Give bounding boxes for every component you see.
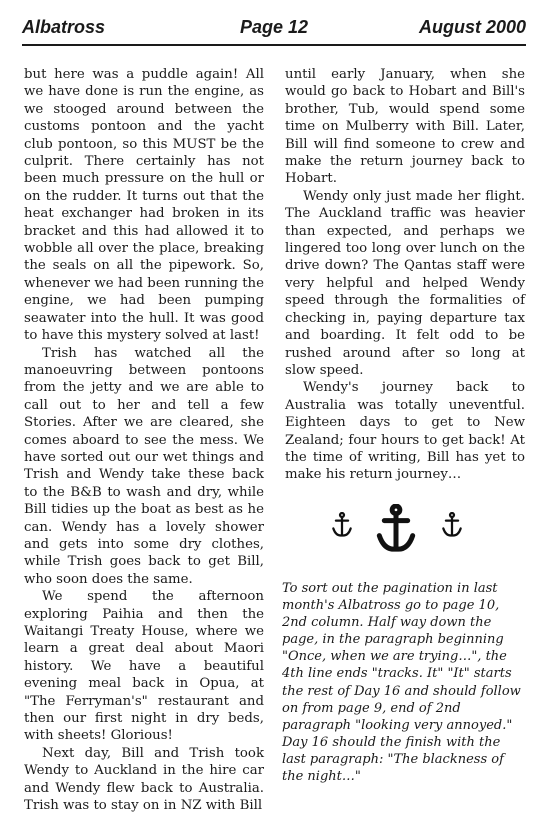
paragraph: Wendy only just made her flight. The Auckland traffic was heavier than expected, and perhaps we lingered too long over lunch on the drive down? The Qantas staff were very helpful and helped Wendy speed through the formalities of checking in, paying departure tax and boarding. It felt odd to be rushed around after so long at slow speed. bbox=[285, 188, 525, 378]
pagination-note: To sort out the pagination in last month's Albatross go to page 10, 2nd column. Half way down the page, in the paragraph beginning "Once, when we are trying…", the 4th line ends "tracks. It" "It" starts the rest of Day 16 and should follow on from page 9, end of 2nd paragraph "looking very annoyed." Day 16 should the finish with the last paragraph: "The blackness of the night…" bbox=[282, 581, 521, 785]
anchor-icon bbox=[330, 512, 354, 538]
header-rule bbox=[22, 44, 526, 46]
paragraph: until early January, when she would go back to Hobart and Bill's brother, Tub, would spend some time on Mulberry with Bill. Later, Bill will find someone to crew and make the return journey back to Hobart. bbox=[285, 67, 525, 187]
paragraph: Wendy's journey back to Australia was totally uneventful. Eighteen days to get to New Zealand; four hours to get back! At the time of writing, Bill has yet to make his return journey… bbox=[285, 380, 525, 483]
paragraph: but here was a puddle again! All we have done is run the engine, as we stooged around between the customs pontoon and the yacht club pontoon, so this MUST be the culprit. There certainly has not been much pressure on the hull or on the rudder. It turns out that the heat exchanger had broken in its bracket and this had allowed it to wobble all over the place, breaking the seals on all the pipework. So, whenever we had been running the engine, we had been pumping seawater into the hull. It was good to have this mystery solved at last! bbox=[24, 67, 264, 344]
anchor-icon bbox=[374, 504, 418, 554]
right-column bbox=[285, 66, 525, 484]
page-number: Page 12 bbox=[239, 17, 309, 37]
left-column bbox=[24, 66, 264, 814]
anchor-ornament bbox=[330, 504, 470, 554]
page-header bbox=[22, 14, 526, 40]
publication-title: Albatross bbox=[22, 17, 106, 37]
paragraph: Trish has watched all the manoeuvring between pontoons from the jetty and we are able to call out to her and tell a few Stories. After we are cleared, she comes aboard to see the mess. We have sorted out our wet things and Trish and Wendy take these back to the B&B to wash and dry, while Bill tidies up the boat as best as he can. Wendy has a lovely shower and gets into some dry clothes, while Trish goes back to get Bill, who soon does the same. bbox=[24, 345, 264, 587]
anchor-icon bbox=[440, 512, 464, 538]
issue-date: August 2000 bbox=[418, 17, 526, 37]
paragraph: Next day, Bill and Trish took Wendy to Auckland in the hire car and Wendy flew back to Australia. Trish was to stay on in NZ with Bill bbox=[24, 745, 264, 814]
paragraph: We spend the afternoon exploring Paihia and then the Waitangi Treaty House, where we learn a great deal about Maori history. We have a beautiful evening meal back in Opua, at "The Ferryman's" restaurant and then our first night in dry beds, with sheets! Glorious! bbox=[24, 589, 264, 744]
